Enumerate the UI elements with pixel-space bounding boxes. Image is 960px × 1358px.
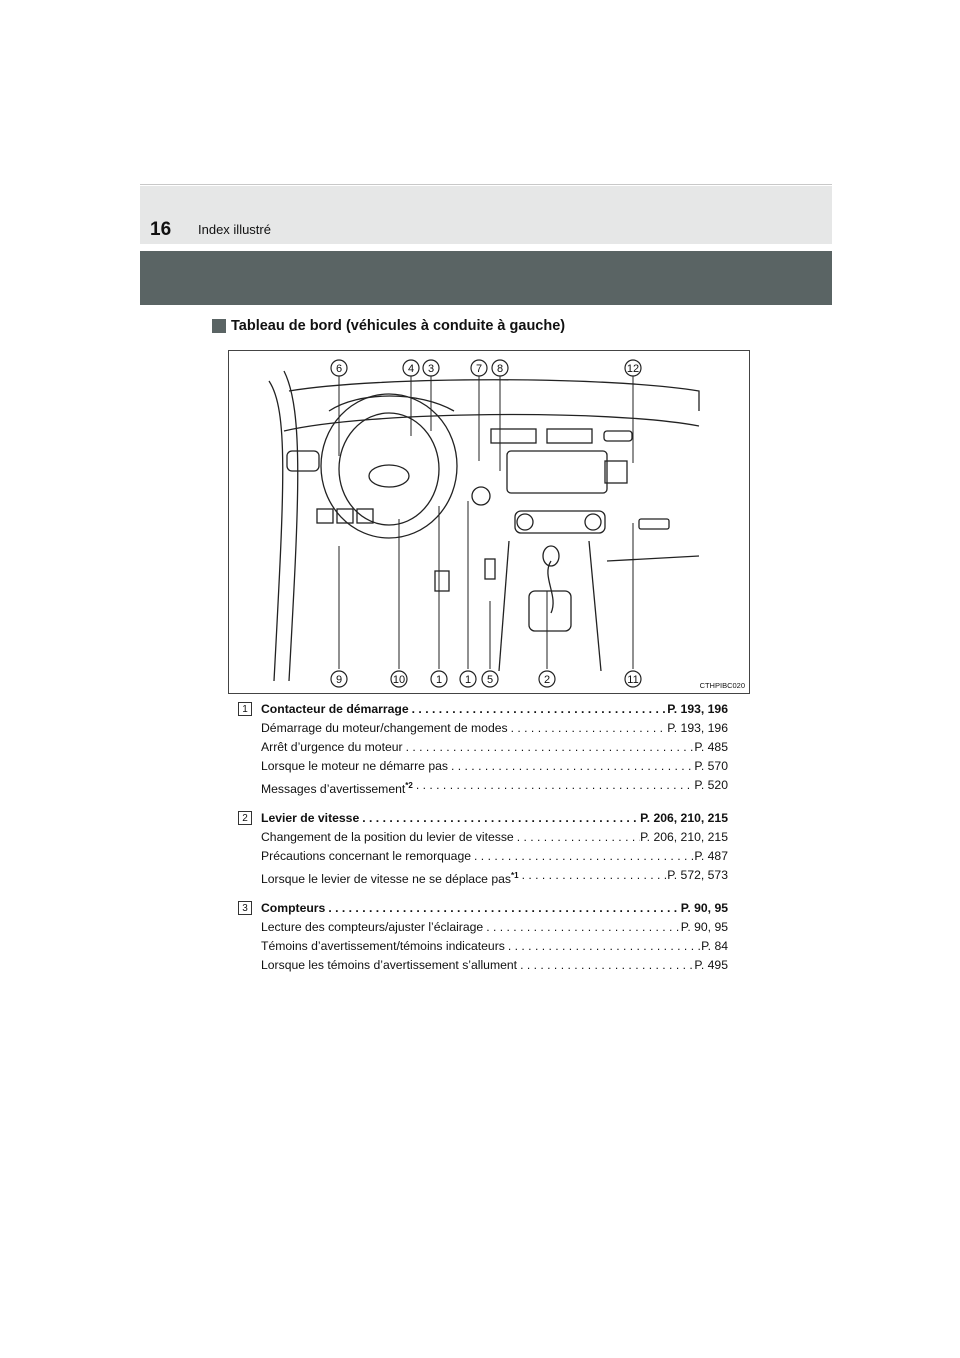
callout-top-3 [423, 360, 439, 376]
entry-label: Messages d’avertissement$^{*2}$ [261, 781, 413, 797]
index-entry [238, 899, 728, 975]
entry-number-badge: 2 [238, 811, 252, 825]
page-reference[interactable]: P. 520 [694, 778, 728, 792]
entry-line [261, 866, 728, 889]
svg-text:12: 12 [626, 363, 640, 375]
callout-bottom-9 [331, 671, 347, 687]
index-entries [238, 700, 728, 985]
leader-dots [448, 757, 694, 776]
leader-dots [483, 918, 681, 937]
entry-label: Lecture des compteurs/ajuster l’éclairage [261, 920, 484, 935]
bullet-square-icon [212, 319, 226, 333]
subheading-text: Tableau de bord (véhicules à conduite à gauche) [231, 318, 566, 334]
subheading [212, 318, 565, 334]
callout-bottom-10 [391, 671, 407, 687]
page-reference[interactable]: P. 206, 210, 215 [640, 830, 728, 845]
footnote-mark: *2 [405, 781, 413, 790]
callout-top-8 [492, 360, 508, 376]
top-rule [140, 184, 832, 185]
leader-dots [325, 899, 680, 918]
dashboard-illustration [228, 350, 750, 694]
chapter-bar [140, 251, 832, 305]
svg-text:4: 4 [407, 363, 415, 375]
index-entry [238, 700, 728, 799]
entry-title: Compteurs [261, 901, 326, 916]
page-reference[interactable]: P. 570 [694, 759, 728, 773]
entry-line [261, 918, 728, 937]
page-reference[interactable]: P. 495 [694, 958, 728, 973]
entry-title-line [261, 700, 728, 719]
entry-line [261, 828, 728, 847]
page-reference[interactable]: P. 193, 196 [667, 721, 728, 735]
svg-text:8: 8 [496, 363, 504, 375]
entry-label: Lorsque les témoins d’avertissement s’allument [261, 958, 518, 973]
svg-text:6: 6 [335, 363, 343, 375]
entry-label: Lorsque le levier de vitesse ne se déplace pas$^{*1}$ [261, 871, 519, 887]
leader-dots [403, 738, 695, 757]
callout-bottom-11 [625, 671, 641, 687]
index-entry [238, 809, 728, 889]
callout-top-4 [403, 360, 419, 376]
callout-bottom-5 [482, 671, 498, 687]
svg-text:10: 10 [392, 674, 406, 686]
leader-dots [413, 776, 694, 799]
entry-line [261, 956, 728, 975]
svg-text:2: 2 [543, 674, 551, 686]
leader-dots [359, 809, 640, 828]
page-header [140, 186, 832, 244]
leader-dots [505, 937, 701, 956]
section-title: Index illustré [198, 222, 271, 237]
svg-text:9: 9 [335, 674, 343, 686]
leader-dots [517, 956, 694, 975]
svg-text:1: 1 [435, 674, 443, 686]
entry-line [261, 719, 728, 738]
page-reference[interactable]: P. 572, 573 [667, 868, 728, 883]
entry-title: Levier de vitesse [261, 811, 360, 826]
svg-text:11: 11 [627, 674, 639, 686]
svg-text:7: 7 [475, 363, 483, 375]
leader-dots [508, 719, 668, 738]
svg-text:3: 3 [427, 363, 435, 375]
leader-dots [514, 828, 640, 847]
entry-number-badge: 3 [238, 901, 252, 915]
page-reference[interactable]: P. 206, 210, 215 [640, 811, 728, 826]
page-number: 16 [150, 219, 172, 240]
figure-code: CTHPIBC020 [699, 681, 745, 690]
leader-dots [471, 847, 694, 866]
page-reference[interactable]: P. 487 [694, 849, 728, 864]
callout-top-12 [625, 360, 641, 376]
dashboard-drawing [229, 351, 750, 694]
entry-label: Lorsque le moteur ne démarre pas [261, 759, 448, 773]
leader-dots [519, 866, 668, 889]
page-reference[interactable]: P. 90, 95 [680, 920, 728, 935]
entry-line [261, 847, 728, 866]
page-reference[interactable]: P. 193, 196 [667, 702, 728, 716]
page-reference[interactable]: P. 90, 95 [680, 901, 728, 916]
entry-label: Arrêt d’urgence du moteur [261, 740, 403, 754]
entry-title-line [261, 899, 728, 918]
entry-label: Changement de la position du levier de vitesse [261, 830, 514, 845]
page-reference[interactable]: P. 84 [701, 939, 728, 954]
entry-label: Démarrage du moteur/changement de modes [261, 721, 508, 735]
entry-number-badge: 1 [238, 702, 252, 716]
callout-bottom-1b [460, 671, 476, 687]
entry-line [261, 776, 728, 799]
footnote-mark: *1 [511, 871, 519, 881]
entry-title-line [261, 809, 728, 828]
entry-line [261, 738, 728, 757]
callout-bottom-2 [539, 671, 555, 687]
callout-top-6 [331, 360, 347, 376]
callout-bottom-1a [431, 671, 447, 687]
svg-text:1: 1 [464, 674, 472, 686]
entry-title: Contacteur de démarrage [261, 702, 409, 716]
entry-line [261, 757, 728, 776]
callout-top-7 [471, 360, 487, 376]
entry-label: Précautions concernant le remorquage [261, 849, 472, 864]
page-reference[interactable]: P. 485 [694, 740, 728, 754]
svg-text:5: 5 [486, 674, 494, 686]
leader-dots [409, 700, 668, 719]
entry-label: Témoins d’avertissement/témoins indicateurs [261, 939, 505, 954]
entry-line [261, 937, 728, 956]
